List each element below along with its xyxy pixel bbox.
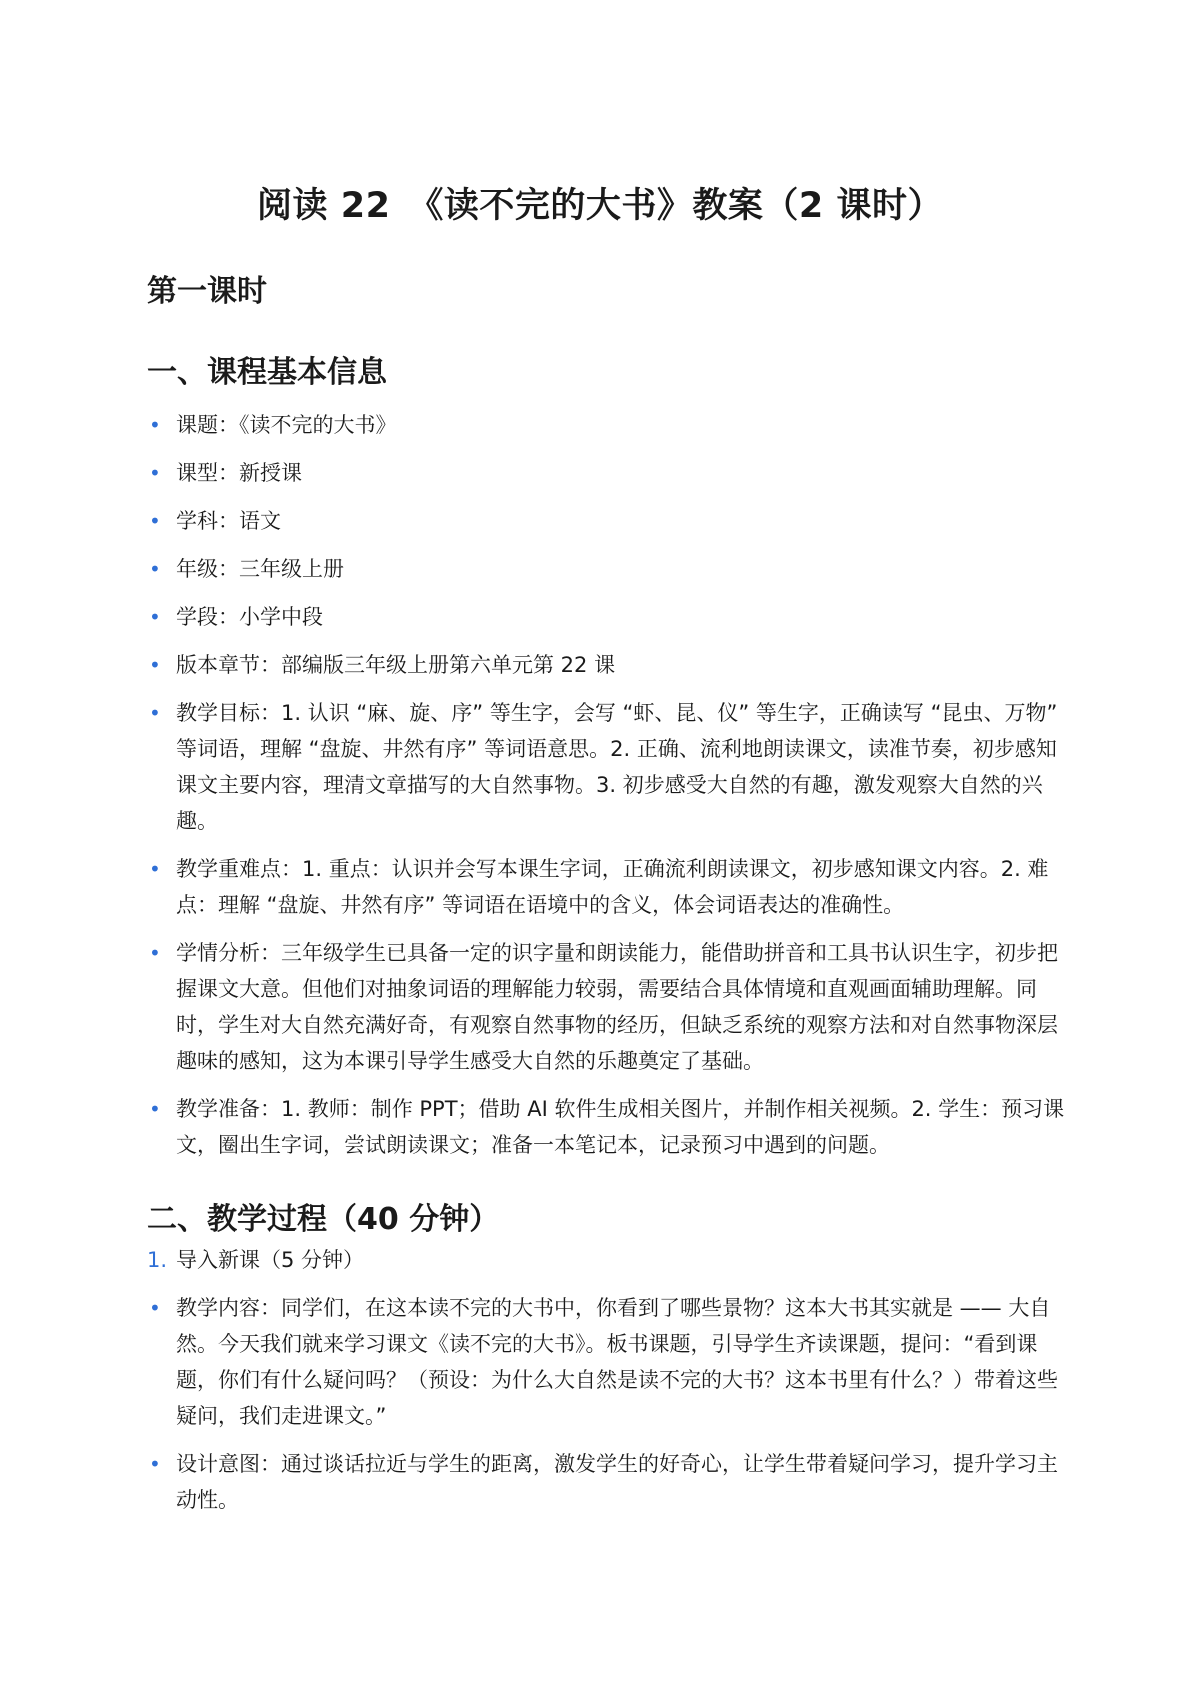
list-item-text: 教学内容：同学们，在这本读不完的大书中，你看到了哪些景物？这本大书其实就是 —— 大自然。今天我们就来学习课文《读不完的大书》。板书课题，引导学生齐读课题，提问：“看到课题，你们有什么疑问吗？（预设：为什么大自然是读不完的大书？这本书里有什么？）带着这些疑问，我们走进课文。” <box>176 1296 1058 1428</box>
list-item-grade <box>147 551 1070 587</box>
bullet-icon: • <box>149 413 161 437</box>
bullet-icon: • <box>149 941 161 965</box>
step-label: 导入新课（5 分钟） <box>176 1248 365 1272</box>
process-step-list <box>147 1242 1070 1278</box>
list-item-text: 年级：三年级上册 <box>176 557 344 581</box>
bullet-icon: • <box>149 557 161 581</box>
list-item-text: 课题：《读不完的大书》 <box>176 413 397 437</box>
bullet-icon: • <box>149 1296 161 1320</box>
bullet-icon: • <box>149 509 161 533</box>
list-item-text: 学科：语文 <box>176 509 281 533</box>
list-item-subject <box>147 503 1070 539</box>
list-item-text: 教学目标：1. 认识 “麻、旋、序” 等生字，会写 “虾、昆、仪” 等生字，正确读写 “昆虫、万物” 等词语，理解 “盘旋、井然有序” 等词语意思。2. 正确、流利地朗读课文，读准节奏，初步感知课文主要内容，理清文章描写的大自然事物。3. 初步感受大自然的有趣，激发观察大自然的兴趣。 <box>176 701 1058 833</box>
bullet-icon: • <box>149 857 161 881</box>
bullet-icon: • <box>149 605 161 629</box>
bullet-icon: • <box>149 461 161 485</box>
list-item-stage <box>147 599 1070 635</box>
list-item-teaching-content <box>147 1290 1070 1434</box>
list-item-text: 教学重难点：1. 重点：认识并会写本课生字词，正确流利朗读课文，初步感知课文内容。2. 难点：理解 “盘旋、井然有序” 等词语在语境中的含义，体会词语表达的准确性。 <box>176 857 1049 917</box>
teaching-process-heading: 二、教学过程（40 分钟） <box>147 1202 500 1237</box>
bullet-icon: • <box>149 653 161 677</box>
lesson-heading: 第一课时 <box>147 274 267 309</box>
list-item-text: 版本章节：部编版三年级上册第六单元第 22 课 <box>176 653 616 677</box>
step-detail-list <box>147 1290 1070 1518</box>
list-item-text: 设计意图：通过谈话拉近与学生的距离，激发学生的好奇心，让学生带着疑问学习，提升学习主动性。 <box>176 1452 1058 1512</box>
list-item-lesson-type <box>147 455 1070 491</box>
step-number: 1. <box>147 1248 168 1272</box>
list-item-text: 学段：小学中段 <box>176 605 323 629</box>
document-title: 阅读 22 《读不完的大书》教案（2 课时） <box>257 186 943 226</box>
bullet-icon: • <box>149 701 161 725</box>
course-info-heading: 一、课程基本信息 <box>147 355 387 390</box>
list-item-topic <box>147 407 1070 443</box>
bullet-icon: • <box>149 1452 161 1476</box>
course-info-list <box>147 407 1070 1163</box>
step-item-intro <box>147 1242 1070 1278</box>
list-item-preparation <box>147 1091 1070 1163</box>
bullet-icon: • <box>149 1097 161 1121</box>
list-item-student-analysis <box>147 935 1070 1079</box>
list-item-key-points <box>147 851 1070 923</box>
list-item-edition <box>147 647 1070 683</box>
list-item-objectives <box>147 695 1070 839</box>
list-item-text: 课型：新授课 <box>176 461 302 485</box>
list-item-design-intent <box>147 1446 1070 1518</box>
list-item-text: 教学准备：1. 教师：制作 PPT；借助 AI 软件生成相关图片，并制作相关视频。2. 学生：预习课文，圈出生字词，尝试朗读课文；准备一本笔记本，记录预习中遇到的问题。 <box>176 1097 1065 1157</box>
list-item-text: 学情分析：三年级学生已具备一定的识字量和朗读能力，能借助拼音和工具书认识生字，初步把握课文大意。但他们对抽象词语的理解能力较弱，需要结合具体情境和直观画面辅助理解。同时，学生对大自然充满好奇，有观察自然事物的经历，但缺乏系统的观察方法和对自然事物深层趣味的感知，这为本课引导学生感受大自然的乐趣奠定了基础。 <box>176 941 1058 1073</box>
